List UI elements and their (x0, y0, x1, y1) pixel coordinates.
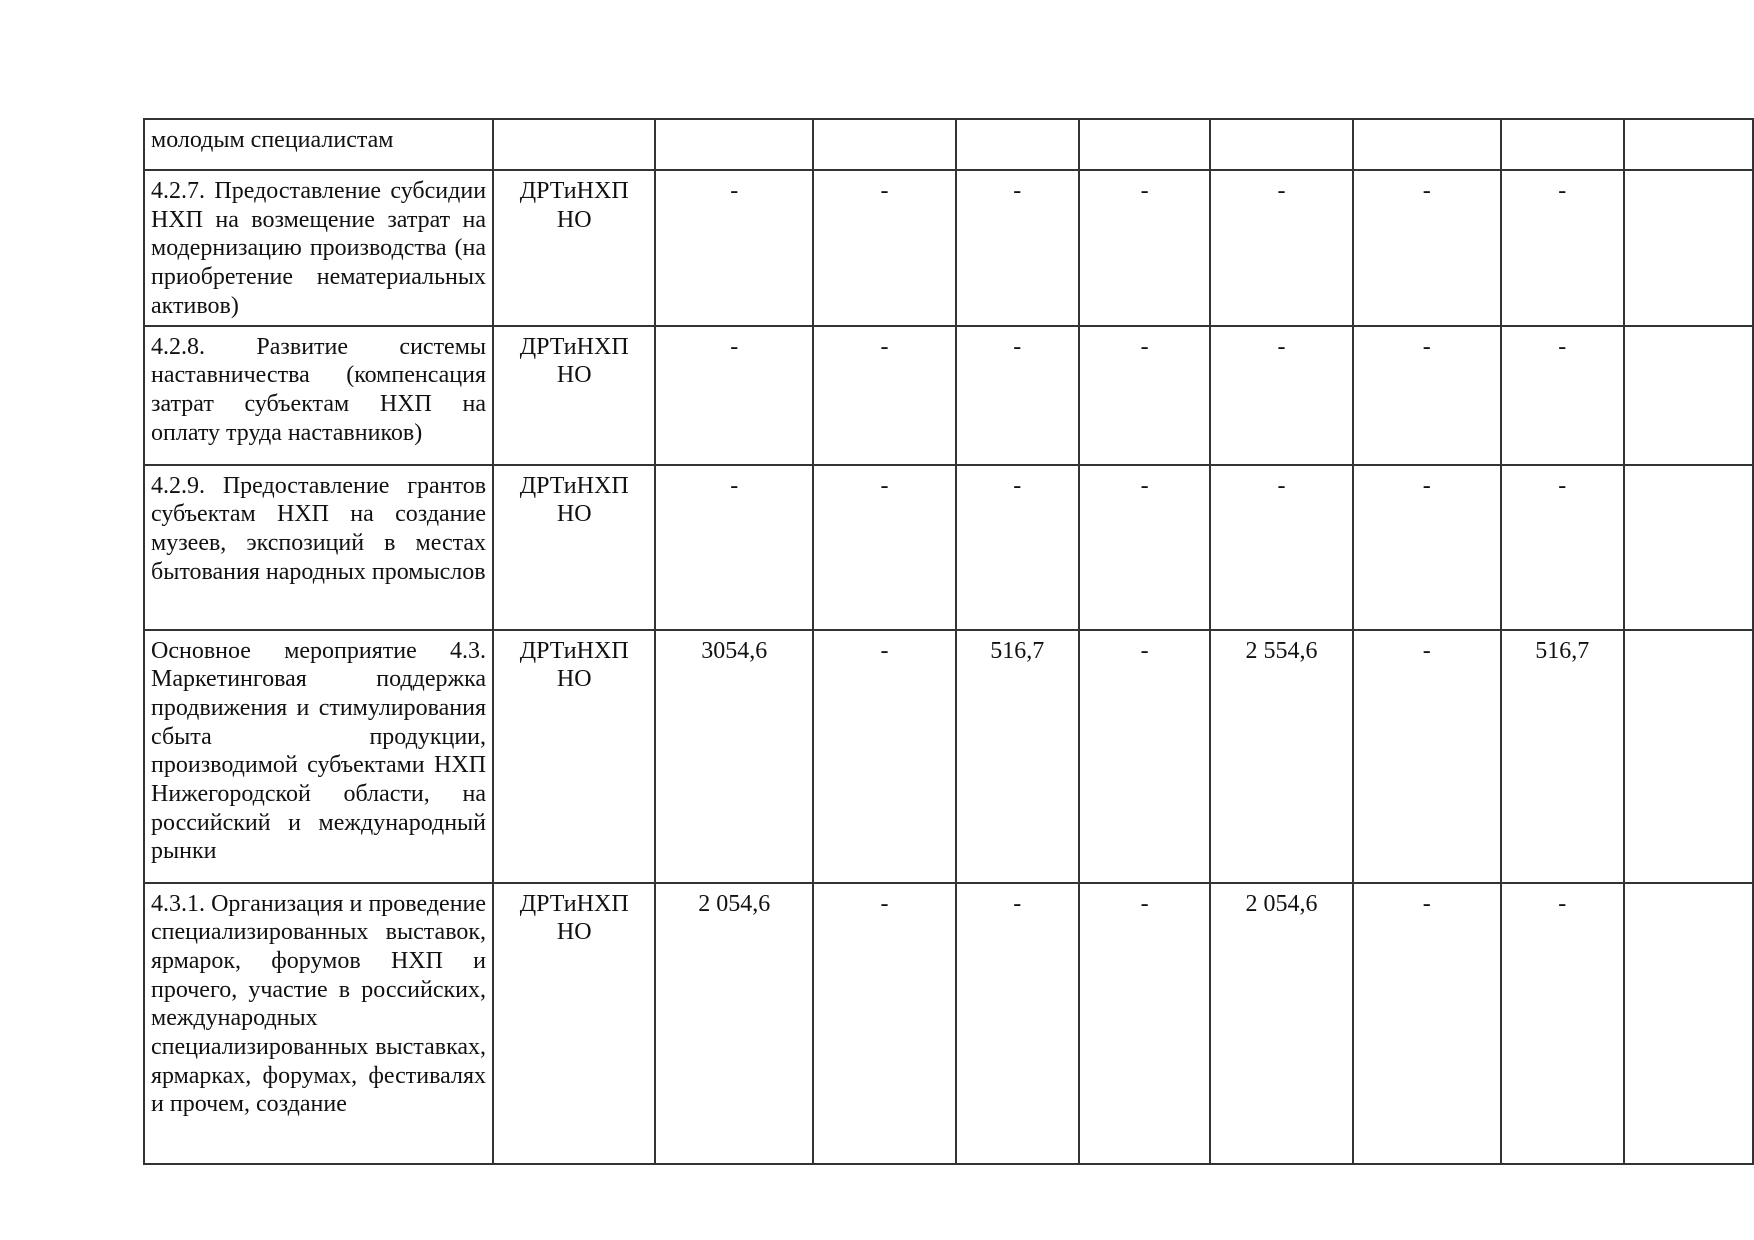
value-cell (1624, 465, 1753, 630)
value-cell (956, 119, 1079, 170)
value-cell: - (813, 170, 956, 326)
measure-description-cell: 4.3.1. Организация и проведение специализированных выставок, ярмарок, форумов НХП и прочего, участие в российских, международных специализированных выставках, ярмарках, форумах, фестивалях и прочем, создание (144, 883, 493, 1164)
table-row (144, 883, 1753, 1164)
value-cell: - (1501, 465, 1624, 630)
value-cell (1624, 119, 1753, 170)
executor-line: ДРТиНХП (519, 637, 629, 664)
measure-description-cell: 4.2.8. Развитие системы наставничества (компенсация затрат субъектам НХП на оплату труда наставников) (144, 326, 493, 465)
value-cell (1353, 119, 1501, 170)
value-cell: - (1210, 465, 1352, 630)
value-cell: - (1501, 326, 1624, 465)
value-cell: 516,7 (1501, 630, 1624, 883)
value-cell: - (1353, 883, 1501, 1164)
value-cell: 3054,6 (655, 630, 813, 883)
value-cell: - (956, 170, 1079, 326)
value-cell (1624, 170, 1753, 326)
executor-cell (493, 465, 655, 630)
value-cell: - (1079, 630, 1211, 883)
value-cell: - (655, 465, 813, 630)
value-cell (655, 119, 813, 170)
value-cell (1624, 883, 1753, 1164)
value-cell: - (1079, 465, 1211, 630)
executor-cell (493, 119, 655, 170)
table-row (144, 630, 1753, 883)
value-cell: - (813, 465, 956, 630)
value-cell: - (1079, 326, 1211, 465)
value-cell: 2 554,6 (1210, 630, 1352, 883)
executor-line: НО (556, 501, 592, 528)
executor-line: НО (556, 206, 592, 233)
value-cell (1624, 326, 1753, 465)
executor-cell (493, 630, 655, 883)
table-row (144, 326, 1753, 465)
measure-description-cell: Основное мероприятие 4.3. Маркетинговая поддержка продвижения и стимулирования сбыта продукции, производимой субъектами НХП Нижегородской области, на российский и международный рынки (144, 630, 493, 883)
value-cell (1079, 119, 1211, 170)
value-cell: - (1501, 883, 1624, 1164)
executor-line: ДРТиНХП (519, 333, 629, 360)
executor-line: НО (556, 666, 592, 693)
value-cell (1210, 119, 1352, 170)
value-cell: - (956, 326, 1079, 465)
table-row (144, 170, 1753, 326)
value-cell: - (1353, 465, 1501, 630)
value-cell: - (813, 326, 956, 465)
value-cell: - (1210, 326, 1352, 465)
table-row (144, 465, 1753, 630)
program-measures-table (143, 118, 1754, 1165)
value-cell: - (956, 465, 1079, 630)
executor-cell (493, 170, 655, 326)
measure-description-cell: 4.2.7. Предоставление субсидии НХП на возмещение затрат на модернизацию производства (на приобретение нематериальных активов) (144, 170, 493, 326)
value-cell: - (1079, 883, 1211, 1164)
value-cell: 516,7 (956, 630, 1079, 883)
executor-line: ДРТиНХП (519, 890, 629, 917)
value-cell: - (1353, 326, 1501, 465)
value-cell: - (956, 883, 1079, 1164)
value-cell: - (1353, 170, 1501, 326)
executor-cell (493, 326, 655, 465)
value-cell: - (813, 883, 956, 1164)
value-cell: - (655, 326, 813, 465)
value-cell: - (1501, 170, 1624, 326)
executor-line: НО (556, 362, 592, 389)
value-cell (813, 119, 956, 170)
value-cell: - (1210, 170, 1352, 326)
executor-line: ДРТиНХП (519, 178, 629, 204)
value-cell: 2 054,6 (655, 883, 813, 1164)
value-cell: - (655, 170, 813, 326)
table-row (144, 119, 1753, 170)
value-cell: - (1079, 170, 1211, 326)
value-cell: 2 054,6 (1210, 883, 1352, 1164)
executor-line: ДРТиНХП (519, 472, 629, 499)
value-cell (1501, 119, 1624, 170)
measure-description-cell: молодым специалистам (144, 119, 493, 170)
value-cell: - (1353, 630, 1501, 883)
measure-description-cell: 4.2.9. Предоставление грантов субъектам НХП на создание музеев, экспозиций в местах бытования народных промыслов (144, 465, 493, 630)
executor-cell (493, 883, 655, 1164)
executor-line: НО (556, 919, 592, 946)
value-cell (1624, 630, 1753, 883)
value-cell: - (813, 630, 956, 883)
